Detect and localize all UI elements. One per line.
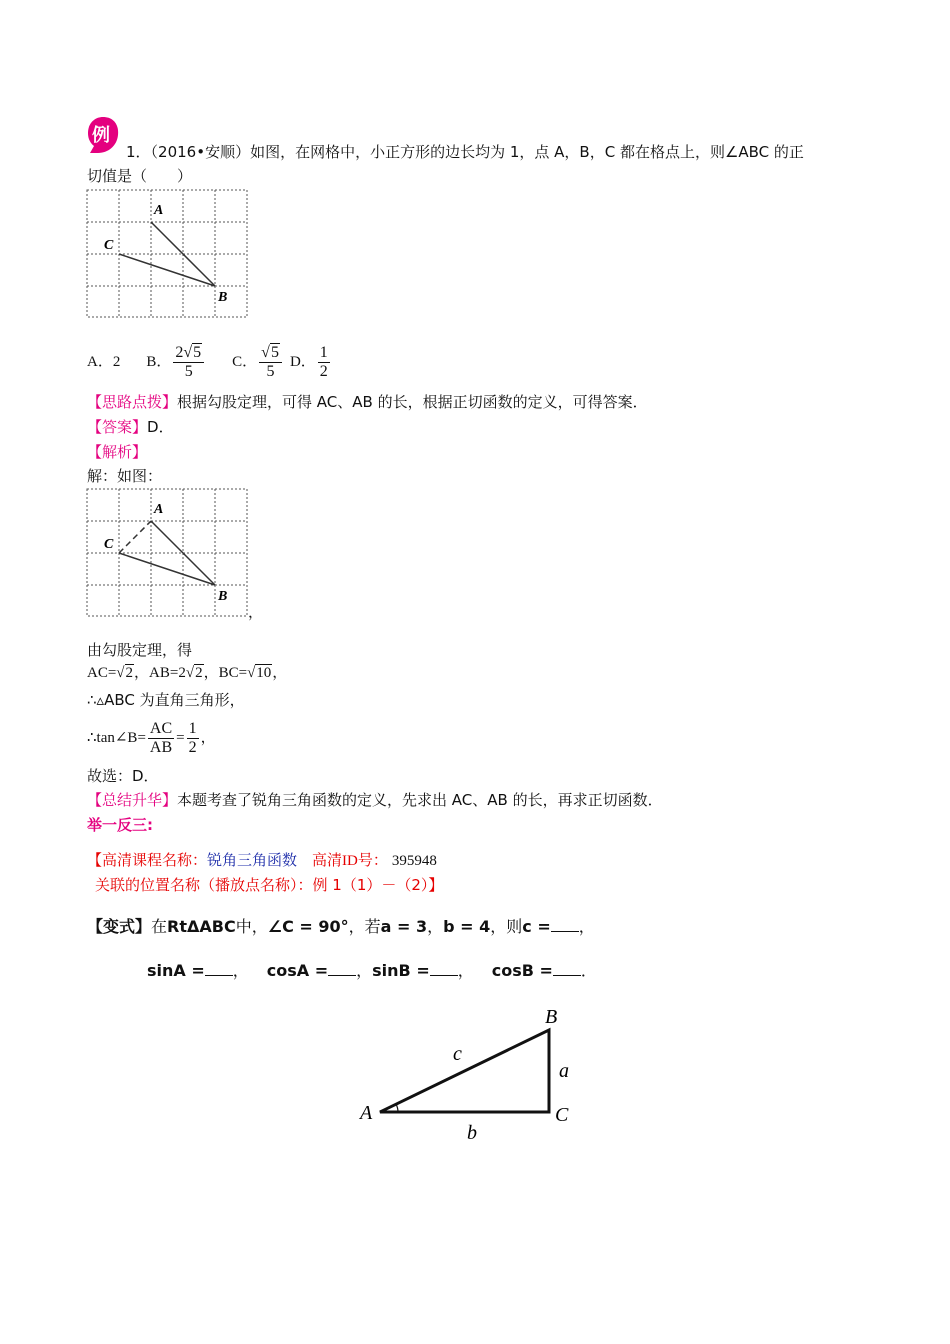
lengths-line [87,663,287,683]
ac-radicand: 2 [125,665,134,681]
point-c-label: C [104,238,114,253]
choose-line: 故选：D． [87,767,159,785]
option-c-fraction [259,344,282,381]
hint-line [87,392,648,412]
variant-t1: 在 [151,917,168,936]
point-a-label-solution: A [154,502,164,517]
cosb-label: cosB = [491,961,553,980]
question-line-2: 切值是（ ） [87,167,193,185]
side-c-label: c [453,1043,462,1065]
comma-1: ， [232,961,249,980]
variant-b: b = 4 [443,917,491,936]
variant-t3: ，若 [348,917,381,936]
variant-t2: 中， [235,917,268,936]
tan-equals: = [176,730,185,746]
trig-line [147,960,597,982]
option-c-label: C． [232,354,258,370]
option-b-fraction [173,344,204,381]
tan-denominator: AB [149,738,173,756]
bc-sqrt: √10 [247,665,272,681]
hint-tag: 【思路点拨】 [87,393,178,411]
side-b-label: b [467,1122,477,1144]
example-badge-text: 例 [92,125,110,146]
segment-cb-solution [119,553,215,585]
summary-tag: 【总结升华】 [87,791,178,809]
ab-label: ，AB=2 [134,665,186,681]
question-line-1: 1．（2016•安顺）如图，在网格中，小正方形的边长均为 1，点 A，B，C 都在格点上，则∠ABC 的正 [126,143,804,161]
ac-label: AC= [87,665,117,681]
ab-radicand: 2 [195,665,203,681]
analysis-tag: 【解析】 [87,443,148,461]
practice-title: 举一反三: [87,816,153,834]
tan-fraction [148,720,174,757]
course-gap: 高清 [297,851,343,869]
answer-tag: 【答案】 [87,418,148,436]
point-c-label-solution: C [104,537,114,552]
option-d-label: D． [289,354,316,370]
option-b-coef: 2 [175,343,184,361]
variant-rt: RtΔABC [167,917,236,936]
segment-cb [119,254,215,286]
triangle-shape [380,1030,549,1112]
point-a-label: A [154,203,164,218]
hint-text: 根据勾股定理，可得 AC、AB 的长，根据正切函数的定义，可得答案． [177,393,648,411]
right-triangle-figure [355,1000,595,1150]
course-open: 【高清课程名称： [87,851,208,869]
bc-label: ，BC= [203,665,248,681]
pythagoras-line: 由勾股定理，得 [87,641,193,659]
variant-tag: 【变式】 [87,917,152,936]
option-c-denominator: 5 [266,362,275,380]
cosa-label: cosA = [266,961,329,980]
solution-intro: 解：如图： [87,467,163,485]
course-line-1 [87,850,437,871]
blank-c[interactable] [551,917,579,932]
summary-line [87,790,663,810]
option-d-denominator: 2 [319,362,328,380]
option-d-numerator: 1 [319,343,328,361]
option-b-radicand: 5 [193,343,202,361]
tan-numerator: AC [149,719,173,737]
period: ． [580,961,597,980]
grid-figure-solution [86,488,250,620]
option-d-fraction [318,344,330,381]
right-triangle-line: ∴▵ABC 为直角三角形， [87,691,245,709]
bc-radicand: 10 [256,665,272,681]
variant-sep: ， [427,917,444,936]
option-c-radicand: 5 [270,343,279,361]
course-line-2: 关联的位置名称（播放点名称）：例 1（1）－（2）】 [95,876,444,894]
ab-sqrt: √2 [185,665,203,681]
course-id-label: ID [342,853,358,869]
option-b-label: B． [146,354,172,370]
tan-line [87,716,216,760]
option-b-denominator: 5 [184,362,193,380]
comma-3: ， [457,961,474,980]
comma-2: ， [356,961,373,980]
point-b-label: B [218,290,228,305]
variant-c: c = [522,917,551,936]
blank-sina[interactable] [205,961,233,976]
answer-line [87,417,174,437]
blank-cosa[interactable] [328,961,356,976]
sinb-label: sinB = [372,961,430,980]
course-id-tail: 号： [357,851,388,869]
variant-end: ， [578,917,595,936]
variant-t4: ，则 [490,917,523,936]
tan-label: ∴tan∠B= [87,730,146,746]
vertex-b-label: B [545,1006,558,1028]
variant-line [87,916,595,938]
segment-ac-dashed [119,521,151,553]
side-a-label: a [559,1060,569,1082]
tan-tail: ， [200,730,216,746]
option-c-sqrt: √5 [261,343,279,361]
blank-sinb[interactable] [430,961,458,976]
option-b-sqrt: √5 [183,343,202,361]
vertex-a-label: A [360,1102,373,1124]
bc-tail: ， [272,665,288,681]
ac-sqrt: √2 [116,665,134,681]
tan-result-denominator: 2 [188,738,197,756]
tan-result-numerator: 1 [188,719,197,737]
answer-text: D． [147,418,174,436]
grid-comma: ， [248,603,264,621]
summary-text: 本题考查了锐角三角函数的定义，先求出 AC、AB 的长，再求正切函数． [177,791,663,809]
example-badge [86,115,120,155]
vertex-c-label: C [555,1104,569,1126]
sina-label: sinA = [147,961,205,980]
grid-figure-question [86,189,250,321]
course-name: 锐角三角函数 [207,851,298,869]
variant-a: a = 3 [380,917,428,936]
blank-cosb[interactable] [553,961,581,976]
option-a: A．2 [87,354,121,370]
variant-angle: ∠C = 90° [267,917,349,936]
options-row [87,340,332,384]
tan-result-fraction [187,720,199,757]
course-id: 395948 [391,853,437,869]
point-b-label-solution: B [218,589,228,604]
